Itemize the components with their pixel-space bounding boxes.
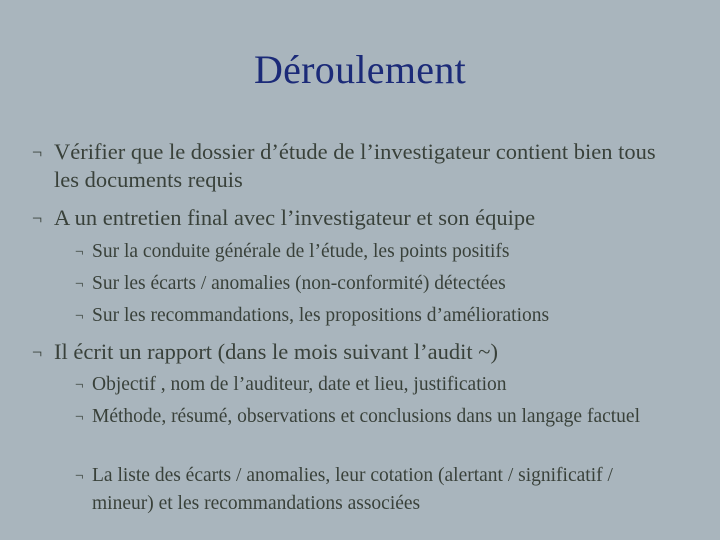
sub-bullet-liste-ecarts (75, 462, 655, 518)
bullet-icon: ¬ (75, 409, 84, 425)
sub-bullet-ecarts (75, 270, 695, 298)
bullet-rapport (32, 338, 672, 366)
bullet-text: Vérifier que le dossier d’étude de l’investigateur contient bien tous les documents requis (54, 139, 656, 192)
bullet-text: A un entretien final avec l’investigateur et son équipe (54, 205, 536, 230)
bullet-icon: ¬ (32, 208, 43, 228)
bullet-icon: ¬ (75, 244, 84, 260)
sub-bullet-methode (75, 403, 655, 431)
bullet-verifier-dossier (32, 138, 672, 194)
bullet-icon: ¬ (32, 342, 43, 362)
sub-bullet-text: Sur les recommandations, les propositions d’améliorations (92, 305, 550, 326)
bullet-icon: ¬ (75, 468, 84, 484)
sub-bullet-text: Sur la conduite générale de l’étude, les points positifs (92, 241, 510, 262)
bullet-icon: ¬ (32, 142, 43, 162)
sub-bullet-text: La liste des écarts / anomalies, leur cotation (alertant / significatif / mineur) et les recommandations associées (92, 465, 613, 514)
sub-bullet-text: Sur les écarts / anomalies (non-conformité) détectées (92, 273, 506, 294)
sub-bullet-recommandations (75, 302, 705, 330)
bullet-text: Il écrit un rapport (dans le mois suivant l’audit ~) (54, 339, 498, 364)
sub-bullet-text: Méthode, résumé, observations et conclusions dans un langage factuel (92, 406, 641, 427)
bullet-entretien-final (32, 204, 692, 232)
sub-bullet-conduite-generale (75, 238, 695, 266)
sub-bullet-objectif (75, 371, 695, 399)
slide-title: Déroulement (253, 47, 467, 92)
bullet-icon: ¬ (75, 308, 84, 324)
bullet-icon: ¬ (75, 377, 84, 393)
sub-bullet-text: Objectif , nom de l’auditeur, date et lieu, justification (92, 374, 507, 395)
bullet-icon: ¬ (75, 276, 84, 292)
